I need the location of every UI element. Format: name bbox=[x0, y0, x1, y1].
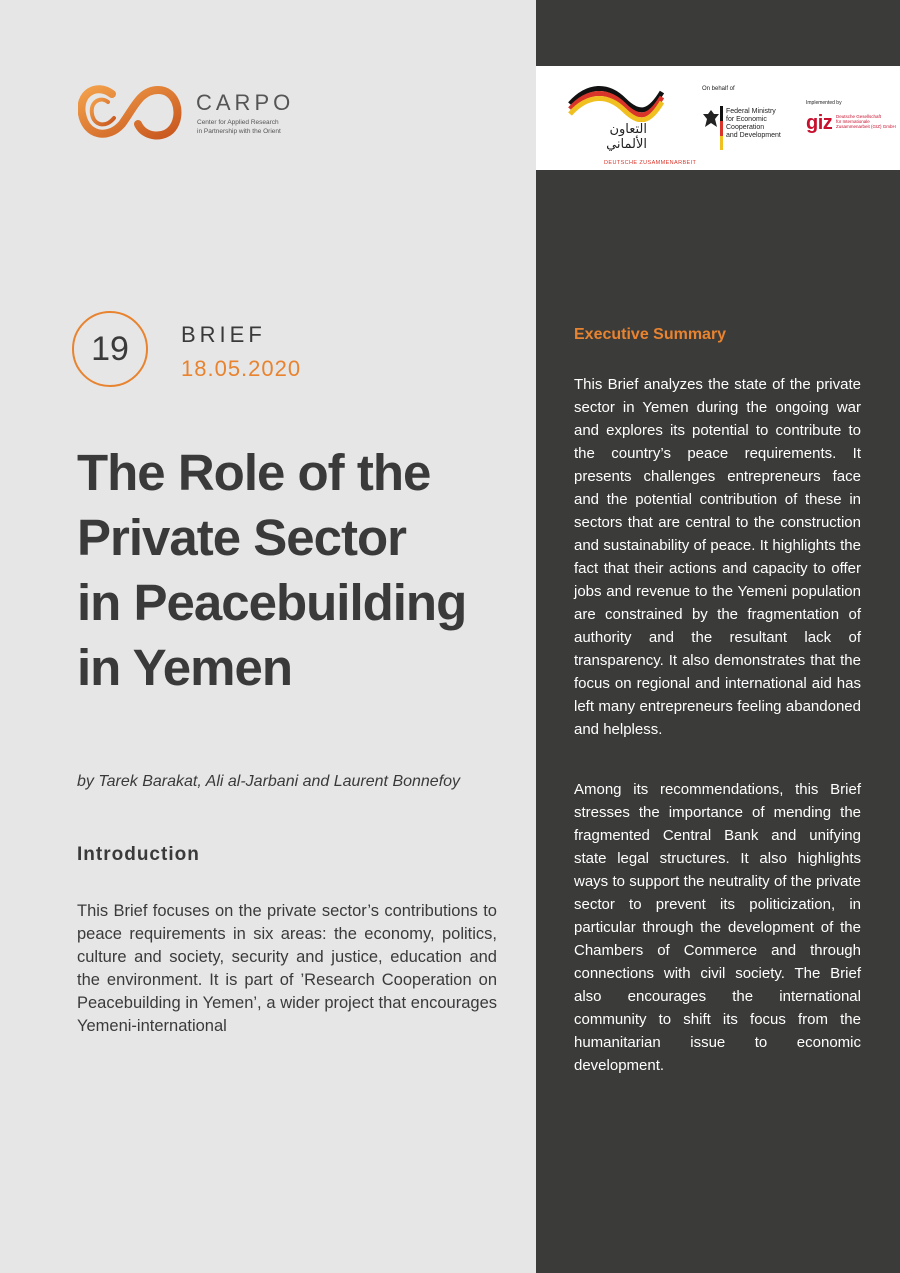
giz-subtitle: Deutsche Gesellschaft für Internationale Zusammenarbeit (GIZ) GmbH bbox=[836, 114, 896, 129]
brief-label: BRIEF bbox=[181, 322, 266, 347]
authors-line: by Tarek Barakat, Ali al-Jarbani and Laurent Bonnefoy bbox=[77, 773, 461, 790]
flag-wave-icon bbox=[568, 82, 664, 122]
carpo-name: CARPO bbox=[196, 90, 295, 115]
page-title: The Role of the Private Sector in Peacebuilding in Yemen bbox=[77, 444, 467, 696]
on-behalf-of-label: On behalf of bbox=[702, 86, 735, 92]
implemented-by-label: Implemented by bbox=[806, 100, 842, 106]
introduction-body: This Brief focuses on the private sector’s contributions to peace requirements in six areas: the economy, politics, culture and society, security and justice, education and the environment. It is part of ’Research Cooperation on Peacebuilding in Yemen’, a wider project that encourages Yemeni-international bbox=[77, 902, 497, 1035]
carpo-logo-icon bbox=[78, 84, 182, 140]
carpo-subtitle: Center for Applied Research in Partnership with the Orient bbox=[197, 119, 281, 135]
ministry-name: Federal Ministry for Economic Cooperation and Development bbox=[726, 108, 781, 139]
deutsche-zusammenarbeit-label: DEUTSCHE ZUSAMMENARBEIT bbox=[604, 160, 697, 166]
executive-summary-paragraph-2: Among its recommendations, this Brief stresses the importance of mending the fragmented Central Bank and unifying state legal structures. It also highlights ways to support the neutrality of the private sector to prevent its politicization, in particular through the development of the Chambers of Commerce and through connections with civil society. The Brief also encourages the international community to shift its focus from the humanitarian issue to economic development. bbox=[574, 781, 861, 1074]
giz-logo: giz bbox=[806, 112, 833, 134]
arabic-logo-text: التعاون الألماني bbox=[606, 122, 647, 152]
federal-eagle-icon bbox=[702, 108, 720, 130]
introduction-heading: Introduction bbox=[77, 844, 200, 865]
brief-date: 18.05.2020 bbox=[181, 356, 302, 381]
partner-logos-strip bbox=[536, 66, 900, 170]
executive-summary-heading: Executive Summary bbox=[574, 326, 727, 343]
german-cooperation-logo bbox=[568, 82, 697, 166]
executive-summary-paragraph-1: This Brief analyzes the state of the private sector in Yemen during the ongoing war and explores its potential to contribute to the country’s peace requirements. It presents challenges entrepreneurs face and the potential contribution of these in sectors that are central to the construction and sustainability of peace. It highlights the fact that their actions and capacity to offer jobs and revenue to the Yemeni population are constrained by the fragmentation of authority and the resultant lack of transparency. It also demonstrates that the focus on regional and international aid has left many entrepreneurs feeling abandoned and helpless. bbox=[574, 376, 861, 738]
brief-number-badge: 19 bbox=[72, 311, 148, 387]
german-flag-bar-icon bbox=[720, 106, 723, 150]
